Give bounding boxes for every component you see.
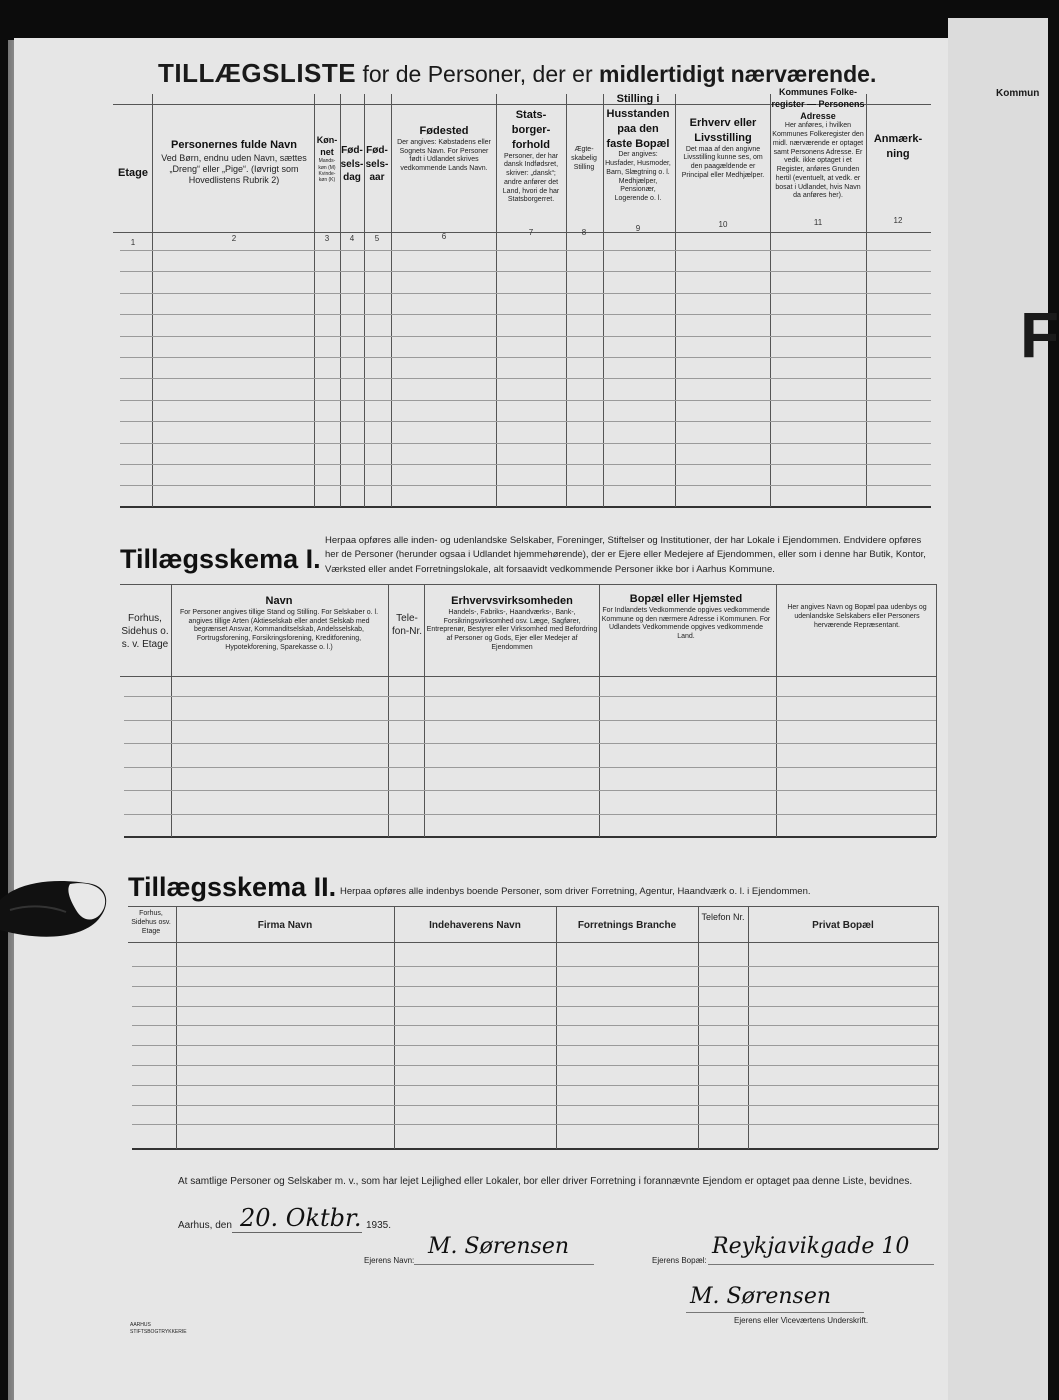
skema1-description: Herpaa opføres alle inden- og udenlandske Selskaber, Foreninger, Stiftelser og Institutioner, der har Lokale i Ejendommen. Endvidere opføres her de Personer (herunder ogsaa i Udlandet hjemmehørende), der er Ejere eller Medejere af Ejendommen, eller som i denne har Butik, Kontor, Værksted eller andet Forretningslokale, alt forsaavidt vedkommende Personer ikke bor i Aarhus Kommune.: [325, 535, 926, 575]
t1-col-foedselsaar: Fød-sels-aar: [365, 145, 389, 183]
owner-name-line: [414, 1264, 594, 1265]
t1-num: 9: [635, 224, 641, 233]
adjacent-page: [948, 18, 1059, 1400]
s2-col-privat-bopael: Privat Bopæl: [812, 920, 874, 931]
s2-row-line: [132, 1105, 938, 1106]
owner-name-label: Ejerens Navn:: [364, 1256, 415, 1265]
skema1-header-border: [120, 676, 936, 677]
owner-address-label: Ejerens Bopæl:: [652, 1256, 707, 1265]
t1-col-aegteskab: Ægte-skabelig Stilling: [571, 146, 597, 171]
s1-column-divider: [388, 584, 389, 837]
s2-row-line: [132, 1045, 938, 1046]
t1-col-etage: Etage: [118, 167, 148, 179]
s1-col-telefon: Tele-fon-Nr.: [391, 613, 422, 637]
t1-row-line: [120, 357, 931, 358]
s2-row-line: [132, 1006, 938, 1007]
s1-row-line: [124, 767, 936, 768]
table1-bottom-border: [120, 506, 931, 508]
owner-name-handwritten: M. Sørensen: [428, 1234, 570, 1259]
t1-row-line: [120, 378, 931, 379]
t1-row-line: [120, 443, 931, 444]
skema1-title: Tillægsskema I.: [120, 544, 321, 574]
t1-row-line: [120, 464, 931, 465]
t1-col-name: Personernes fulde Navn Ved Børn, endnu uden Navn, sættes „Dreng“ eller „Pige“. (Iøvrigt som Hovedlistens Rubrik 2): [161, 139, 307, 186]
t1-num: 11: [813, 218, 823, 227]
t1-num: 2: [231, 234, 237, 243]
s1-column-divider: [936, 584, 937, 837]
t1-row-line: [120, 336, 931, 337]
s1-column-divider: [424, 584, 425, 837]
t1-column-divider: [152, 94, 153, 507]
s2-row-line: [132, 1065, 938, 1066]
t1-col-foedselsdag: Fød-sels-dag: [340, 145, 364, 183]
t1-num: 1: [130, 238, 136, 247]
date-line: [232, 1232, 362, 1233]
s2-column-divider: [176, 906, 177, 1149]
adjacent-page-header: Kommun: [996, 88, 1040, 99]
owner-address-handwritten: Reykjavikgade 10: [712, 1234, 910, 1259]
t1-row-line: [120, 400, 931, 401]
s2-col-telefon: Telefon Nr.: [701, 912, 745, 922]
s1-col-etage: Forhus, Sidehus o. s. v. Etage: [121, 613, 169, 650]
s2-column-divider: [698, 906, 699, 1149]
s1-col-repraesentant: Her angives Navn og Bopæl paa udenbys og udenlandske Selskabers eller Personers herværende Repræsentant.: [787, 604, 927, 629]
s2-col-firma: Firma Navn: [257, 920, 313, 931]
s1-column-divider: [171, 584, 172, 837]
s1-row-line: [124, 720, 936, 721]
skema2-top-border: [128, 906, 938, 907]
skema1-top-border: [120, 584, 936, 585]
t1-num: 4: [349, 234, 355, 243]
t1-row-line: [120, 421, 931, 422]
s2-row-line: [132, 1085, 938, 1086]
t1-col-erhverv: Erhverv eller Livsstilling Det maa af den angivne Livsstilling kunne ses, om den paagældende er Principal eller Medhjælper.: [681, 117, 765, 179]
signature-label: Ejerens eller Viceværtens Underskrift.: [734, 1316, 869, 1325]
t1-col-anmaerkning: Anmærk-ning: [873, 133, 923, 160]
t1-row-line: [120, 250, 931, 251]
t1-num: 7: [528, 228, 534, 237]
s1-row-line: [124, 814, 936, 815]
t1-row-line: [120, 314, 931, 315]
skema2-header-border: [128, 942, 938, 943]
t1-num: 8: [581, 228, 587, 237]
s1-col-bopael: Bopæl eller Hjemsted For Indlandets Vedkommende opgives vedkommende Kommune og den nærmere Adresse i Kommunen. For Udlandets Vedkommende opgives vedkommende Land.: [601, 593, 771, 641]
s2-column-divider: [556, 906, 557, 1149]
s1-column-divider: [776, 584, 777, 837]
s1-row-line: [124, 743, 936, 744]
date-handwritten: 20. Oktbr.: [240, 1204, 362, 1232]
t1-col-stilling: Stilling i Husstanden paa den faste Bopæl Der angives: Husfader, Husmoder, Barn, Slægtning o. l. Medhjælper, Pensionær, Logerende o. l.: [605, 93, 671, 203]
t1-column-divider: [675, 94, 676, 507]
t1-col-foedested: Fødested Der angives: Købstadens eller Sognets Navn. For Personer født i Udlandet skrives vedkommende Lands Navn.: [397, 125, 491, 173]
owner-address-line: [708, 1264, 934, 1265]
signature-handwritten: M. Sørensen: [690, 1284, 832, 1309]
s2-col-branche: Forretnings Branche: [577, 920, 677, 931]
t1-num: 12: [893, 216, 903, 225]
t1-row-line: [120, 485, 931, 486]
year: 1935.: [366, 1220, 392, 1231]
t1-num: 3: [324, 234, 330, 243]
s2-column-divider: [748, 906, 749, 1149]
skema2-description: Herpaa opføres alle indenbys boende Personer, som driver Forretning, Agentur, Haandværk o. l. i Ejendommen.: [340, 886, 811, 897]
signature-line: [686, 1312, 864, 1313]
thumb-shape: [0, 870, 112, 950]
s2-row-line: [132, 1025, 938, 1026]
s2-row-line: [132, 966, 938, 967]
s1-col-navn: Navn For Personer angives tillige Stand og Stilling. For Selskaber o. l. angives tillige Arten (Aktieselskab eller andet Selskab med begrænset Ansvar, Kommanditselskab, Andelsselskab, Fortrugsforening, Forsikringsforening, Kreditforening, Hypotekforening, Sparekasse o. l.): [179, 595, 379, 651]
s2-row-line: [132, 1124, 938, 1125]
s2-col-etage: Forhus, Sidehus osv. Etage: [131, 910, 171, 935]
skema2-title: Tillægsskema II.: [128, 872, 337, 902]
t1-row-line: [120, 271, 931, 272]
t1-row-line: [120, 293, 931, 294]
t1-col-folkeregister: Kommunes Folke-register — Personens Adresse Her anføres, i hvilken Kommunes Folkeregister den midl. nærværende er optaget samt Personens Adresse. Er vedk. ikke optaget i et Register, anføres Grunden hertil (eventuelt, at vedk. er bosat i Udlandet, hvis Navn da anføres her).: [771, 87, 865, 200]
s1-col-erhverv: Erhvervsvirksomheden Handels-, Fabriks-, Haandværks-, Bank-, Forsikringsvirksomhed osv. Læge, Sagfører, Entreprenør, Bestyrer eller Virksomhed med Befordring af Personer og Gods, Ejer eller Medejer af Ejendommen: [426, 595, 598, 651]
s1-row-line: [124, 696, 936, 697]
s2-row-line: [132, 986, 938, 987]
t1-column-divider: [391, 94, 392, 507]
printer-mark: AARHUS STIFTSBOGTRYKKERIE: [130, 1322, 187, 1335]
main-title: TILLÆGSLISTE for de Personer, der er midlertidigt nærværende.: [158, 58, 877, 88]
t1-col-statsborger: Stats-borger-forhold Personer, der har dansk Indfødsret, skriver: „dansk“; andre anfører det Land, hvori de har Statsborgerret.: [502, 109, 560, 204]
skema2-bottom-border: [132, 1148, 938, 1150]
s2-col-indehaver: Indehaverens Navn: [429, 920, 521, 931]
skema1-bottom-border: [124, 836, 936, 838]
city-label: Aarhus, den: [178, 1220, 232, 1231]
adjacent-page-letter: F: [1020, 299, 1059, 371]
certification-text: At samtlige Personer og Selskaber m. v., som har lejet Lejlighed eller Lokaler, bor eller driver Forretning i forannævnte Ejendom er optaget paa denne Liste, bevidnes.: [178, 1176, 913, 1187]
s2-column-divider: [394, 906, 395, 1149]
t1-num: 10: [718, 220, 728, 229]
s1-row-line: [124, 790, 936, 791]
t1-num: 6: [441, 232, 447, 241]
t1-col-koen: Køn-net Mands-køn (M) Kvinde-køn (K): [316, 135, 338, 184]
t1-column-divider: [496, 94, 497, 507]
t1-num: 5: [374, 234, 380, 243]
s2-column-divider: [938, 906, 939, 1149]
